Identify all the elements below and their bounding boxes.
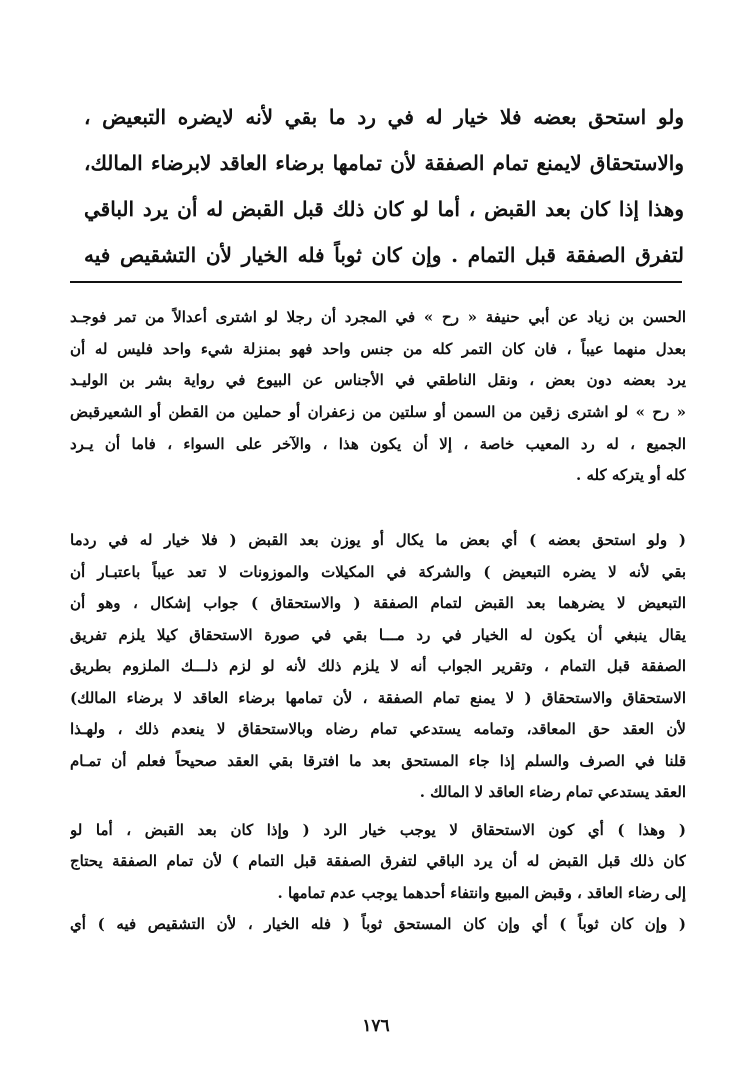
commentary-line: قلنا في الصرف والسلم إذا جاء المستحق بعد ما افترقا بقي العقد صحيحاً فعلم أن تمـام — [70, 751, 686, 770]
main-text-line: وهذا إذا كان بعد القبض ، أما لو كان ذلك قبل القبض له أن يرد الباقي — [84, 197, 684, 221]
commentary-line: ( ولو استحق بعضه ) أي بعض ما يكال أو يوزن بعد القبض ( فلا خيار له في ردما — [70, 531, 686, 549]
section-divider — [70, 281, 682, 283]
commentary-line: كان ذلك قبل القبض له أن يرد الباقي لتفرق الصفقة قبل التمام ) لأن تمام الصفقة يحتاج — [70, 852, 686, 870]
commentary-paragraph — [70, 525, 686, 809]
commentary-line: العقد يستدعي تمام رضاء العاقد لا المالك . — [419, 783, 686, 801]
footnote-line: بعدل منهما عيباً ، فان كان التمر كله من جنس واحد فهو بمنزلة شيء واحد فليس له أن — [70, 339, 686, 358]
commentary-line: ( وهذا ) أي كون الاستحقاق لا يوجب خيار الرد ( وإذا كان بعد القبض ، أما لو — [70, 820, 686, 839]
footnote-line: كله أو يتركه كله . — [576, 466, 686, 485]
main-text-line: ولو استحق بعضه فلا خيار له في رد ما بقي لأنه لايضره التبعيض ، — [84, 105, 684, 129]
commentary-line: الصفقة قبل التمام ، وتقرير الجواب أنه لا يلزم ذلك لأنه لو لزم ذلـــك الملزوم بطريق — [70, 657, 686, 675]
footnote-line: الجميع ، له رد المعيب خاصة ، إلا أن يكون هذا ، والآخر على السواء ، فاما أن يـرد — [70, 434, 686, 453]
page-number: ١٧٦ — [362, 1016, 390, 1036]
commentary-line: التبعيض لا يضرهما بعد القبض لتمام الصفقة ( والاستحقاق ) جواب إشكال ، وهو أن — [70, 594, 686, 612]
main-text-block — [84, 94, 684, 278]
commentary-block — [70, 525, 686, 941]
footnote-line: « رح » لو اشترى زقين من السمن أو سلتين من زعفران أو حملين من القطن أو الشعيرقبض — [70, 403, 686, 422]
main-text-line: لتفرق الصفقة قبل التمام . وإن كان ثوباً فله الخيار لأن التشقيص فيه — [84, 243, 684, 267]
commentary-line: إلى رضاء العاقد ، وقبض المبيع وانتفاء أحدهما يوجب عدم تمامها . — [277, 883, 686, 902]
footnote-line: الحسن بن زياد عن أبي حنيفة « رح » في المجرد أن رجلا لو اشترى أعدالاً من تمر فوجـد — [70, 308, 686, 326]
commentary-paragraph — [70, 909, 686, 941]
commentary-line: الاستحقاق والاستحقاق ( لا يمنع تمام الصفقة ، لأن تمامها برضاء العاقد لا برضاء المالك) — [70, 688, 686, 707]
commentary-line: يقال ينبغي أن يكون له الخيار في رد مـــا بقي في صورة الاستحقاق كيلا يلزم تفريق — [70, 625, 686, 644]
footnote-line: يرد بعضه دون بعض ، ونقل الناطقي في الأجناس عن البيوع في رواية بشر بن الوليـد — [70, 371, 686, 390]
commentary-line: لأن العقد حق المعاقد، وتمامه يستدعي تمام رضاه وبالاستحقاق لا ينعدم ذلك ، ولهـذا — [70, 720, 686, 738]
footnote-block — [70, 302, 686, 492]
commentary-paragraph — [70, 815, 686, 910]
commentary-line: ( وإن كان ثوباً ) أي وإن كان المستحق ثوباً ( فله الخيار ، لأن التشقيص فيه ) أي — [70, 915, 686, 933]
commentary-line: بقي لأنه لا يضره التبعيض ) والشركة في المكيلات والموزونات لا تعد عيباً باعتبـار أن — [70, 562, 686, 581]
main-text-line: والاستحقاق لايمنع تمام الصفقة لأن تمامها برضاء العاقد لابرضاء المالك، — [84, 151, 684, 175]
